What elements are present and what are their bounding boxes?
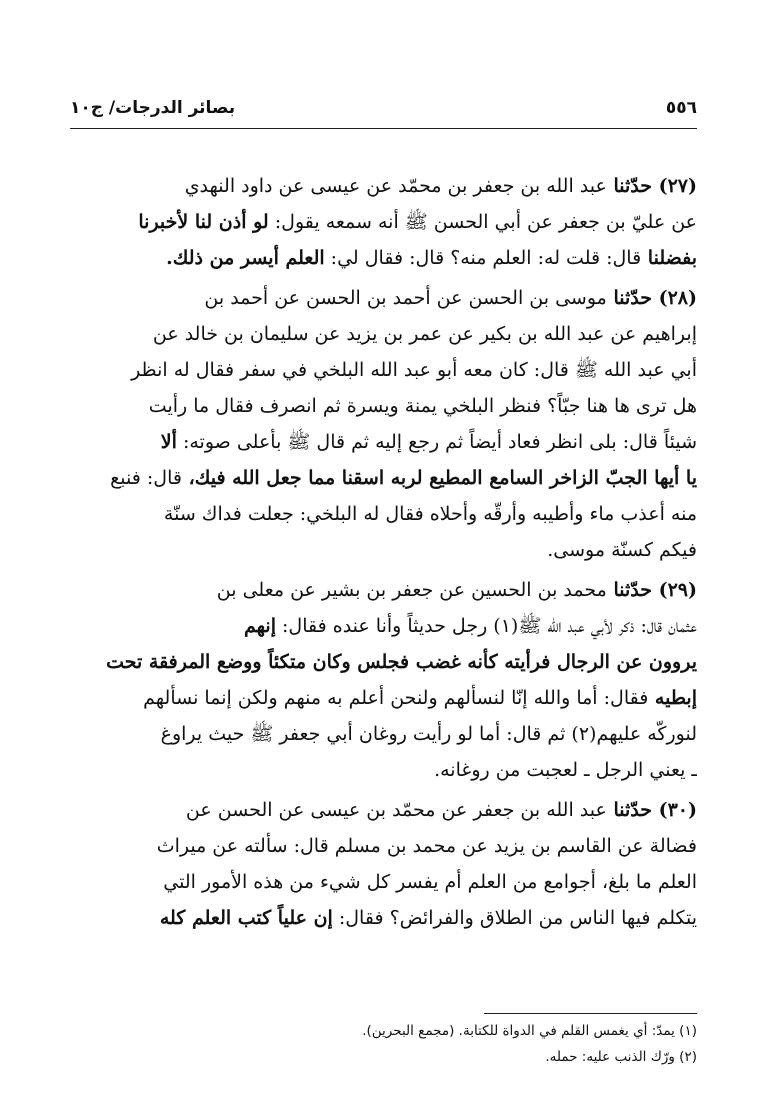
page-body [72, 168, 697, 940]
text-run: عن عليّ بن جعفر عن أبي الحسن ﷺ أنه سمعه يقول: [268, 211, 697, 233]
text-line [72, 864, 697, 900]
text-line [72, 204, 697, 240]
text-run: إبراهيم عن عبد الله بن بكير عن عمر بن يزيد عن سليمان بن خالد عن [152, 323, 697, 345]
text-line [72, 388, 697, 424]
text-line [72, 716, 697, 752]
bold-text-run: (٢٧) حدّثنا [606, 175, 697, 197]
text-run: موسى بن الحسن عن أحمد بن الحسن عن أحمد بن [204, 287, 607, 309]
text-line [72, 572, 697, 608]
bold-text-run: لو أذن لنا لأخبرنا [138, 211, 269, 233]
bold-text-run: (٣٠) حدّثنا [606, 799, 697, 821]
text-run: فضالة عن القاسم بن يزيد عن محمد بن مسلم قال: سألته عن ميراث [156, 835, 697, 857]
text-run: شيئاً قال: بلى انظر فعاد أيضاً ثم رجع إليه ثم قال ﷺ بأعلى صوته: [176, 431, 697, 453]
text-line [72, 792, 697, 828]
paragraph [72, 280, 697, 568]
footnote-divider [484, 1013, 697, 1014]
text-line [72, 532, 697, 568]
text-line [72, 424, 697, 460]
text-line [72, 752, 697, 788]
footnote-2: (٢) ورّك الذنب عليه: حمله. [545, 1049, 697, 1065]
bold-text-run: بفضلنا [641, 247, 697, 269]
page-number: ٥٥٦ [665, 98, 697, 118]
text-run: عثمان قال: ذكر لأبي عبد الله ﷺ(١) رجل حديثاً وأنا عنده فقال: [275, 615, 697, 637]
text-line [72, 496, 697, 532]
bold-text-run: العلم أيسر من ذلك. [166, 247, 325, 269]
text-run: قال: قلت له: العلم منه؟ قال: فقال لي: [324, 247, 642, 269]
bold-text-run: إن علياً كتب العلم كله [159, 907, 333, 929]
text-run: فيكم كسنّة موسى. [547, 539, 697, 561]
paragraph [72, 168, 697, 276]
bold-text-run: يروون عن الرجال فرأيته كأنه غضب فجلس وكان متكئاً ووضع المرفقة تحت [106, 651, 697, 673]
text-line [72, 900, 697, 936]
page-header [70, 88, 697, 128]
text-run: لنوركّه عليهم(٢) ثم قال: أما لو رأيت روغان أبي جعفر ﷺ حيث يراوغ [160, 723, 697, 745]
book-title: بصائر الدرجات/ ج١٠ [70, 98, 236, 118]
text-run: هل ترى ها هنا جبّاً؟ فنظر البلخي يمنة ويسرة ثم انصرف فقال ما رأيت [148, 395, 697, 417]
text-run: يتكلم فيها الناس من الطلاق والفرائض؟ فقال: [332, 907, 697, 929]
text-run: فقال: أما والله إنّا لنسألهم ولنحن أعلم به منهم ولكن إنما نسألهم [143, 687, 649, 709]
text-run: قال: فنبع [110, 467, 182, 489]
text-line [72, 608, 697, 644]
text-line [72, 460, 697, 496]
paragraph [72, 572, 697, 788]
bold-text-run: (٢٩) حدّثنا [606, 579, 697, 601]
bold-text-run: إنهم [244, 615, 276, 637]
text-line [72, 828, 697, 864]
paragraph [72, 792, 697, 936]
text-run: ـ يعني الرجل ـ لعجبت من روغانه. [434, 759, 697, 781]
bold-text-run: (٢٨) حدّثنا [606, 287, 697, 309]
text-line [72, 352, 697, 388]
text-line [72, 240, 697, 276]
text-line [72, 644, 697, 680]
footnotes [72, 1018, 697, 1070]
header-divider [70, 128, 697, 129]
text-line [72, 316, 697, 352]
text-line [72, 168, 697, 204]
text-run: أبي عبد الله ﷺ قال: كان معه أبو عبد الله البلخي في سفر فقال له انظر [131, 359, 697, 381]
text-line [72, 280, 697, 316]
footnote-1: (١) يمدّ: أي يغمس القلم في الدواة للكتابة. (مجمع البحرين). [362, 1023, 697, 1039]
text-line [72, 680, 697, 716]
text-run: العلم ما بلغ، أجوامع من العلم أم يفسر كل شيء من هذه الأمور التي [163, 871, 697, 893]
text-run: عبد الله بن جعفر بن محمّد عن عيسى عن داود النهدي [184, 175, 607, 197]
text-run: منه أعذب ماء وأطيبه وأرقّه وأحلاه فقال له البلخي: جعلت فداك سنّة [163, 503, 697, 525]
bold-text-run: ألا [160, 431, 177, 453]
bold-text-run: إبطيه [648, 687, 697, 709]
bold-text-run: يا أيها الجبّ الزاخر السامع المطيع لربه اسقنا مما جعل الله فيك، [181, 467, 697, 489]
text-run: محمد بن الحسين عن جعفر بن بشير عن معلى بن [216, 579, 607, 601]
text-run: عبد الله بن جعفر عن محمّد بن عيسى عن الحسن عن [185, 799, 607, 821]
